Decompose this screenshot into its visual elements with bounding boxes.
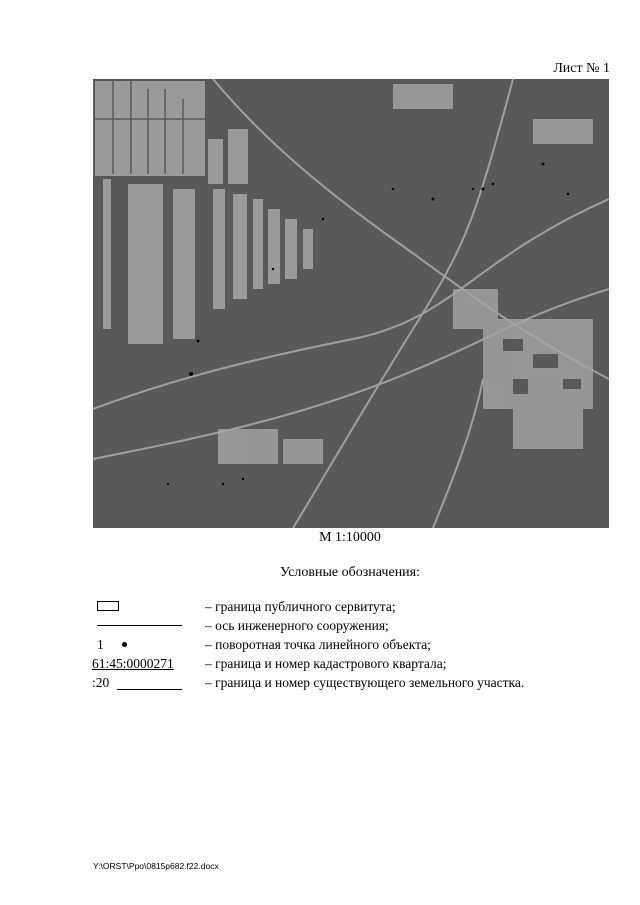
map-scale: М 1:10000 bbox=[319, 530, 381, 545]
cadastral-quarter-symbol bbox=[92, 654, 182, 673]
parcel-number: :20 bbox=[92, 675, 110, 690]
legend bbox=[92, 597, 612, 692]
legend-description: – граница и номер кадастрового квартала; bbox=[205, 656, 447, 671]
legend-row-parcel bbox=[92, 673, 612, 692]
turn-point-number: 1 bbox=[97, 637, 104, 652]
file-path-footer: Y:\ORST\Ppo\0815p682.f22.docx bbox=[93, 861, 219, 871]
sheet-number: Лист № 1 bbox=[553, 61, 610, 76]
aerial-map-image bbox=[93, 79, 609, 528]
cadastral-number: 61:45:0000271 bbox=[92, 656, 174, 671]
structure-axis-symbol bbox=[92, 616, 182, 635]
legend-description: – граница и номер существующего земельного участка. bbox=[205, 675, 525, 690]
legend-row-servitude bbox=[92, 597, 612, 616]
parcel-symbol bbox=[92, 673, 182, 692]
legend-row-axis bbox=[92, 616, 612, 635]
legend-description: – граница публичного сервитута; bbox=[205, 599, 396, 614]
map-raster bbox=[93, 79, 609, 528]
legend-row-cadastral bbox=[92, 654, 612, 673]
servitude-boundary-symbol bbox=[92, 597, 182, 616]
turn-point-dot bbox=[122, 642, 127, 647]
legend-row-turn-point bbox=[92, 635, 612, 654]
legend-description: – поворотная точка линейного объекта; bbox=[205, 637, 431, 652]
turn-point-symbol bbox=[92, 635, 182, 654]
legend-description: – ось инженерного сооружения; bbox=[205, 618, 389, 633]
legend-title: Условные обозначения: bbox=[279, 565, 421, 580]
parcel-line bbox=[117, 689, 182, 690]
